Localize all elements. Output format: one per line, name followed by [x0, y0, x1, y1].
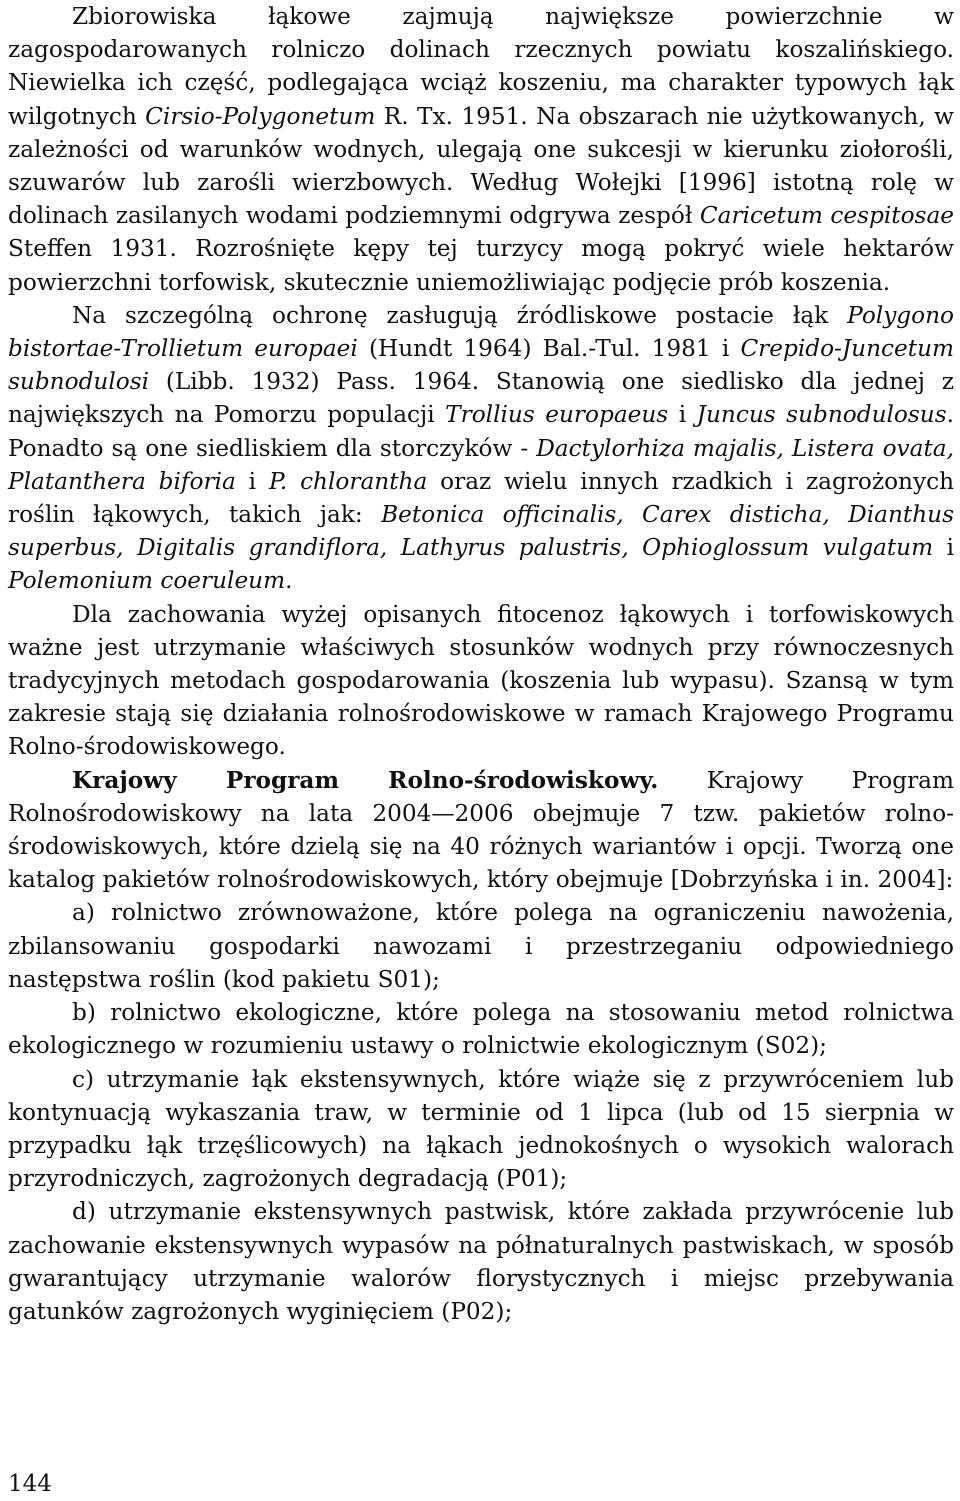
- italic-text: Polemonium coeruleum: [8, 567, 286, 595]
- paragraph-2: [8, 299, 954, 598]
- text-segment: Krajowy Program Rolnośrodowiskowy na lata 2004—2006 obejmuje 7 tzw. pakietów rolno-środowiskowych, które dzielą się na 40 różnych wariantów i opcji. Tworzą one katalog pakietów rolnośrodowiskowych, który obejmuje [Dobrzyńska i in. 2004]:: [8, 766, 954, 894]
- italic-text: Betonica officinalis, Carex disticha, Dianthus superbus, Digitalis grandiflora, Lathyrus palustris, Ophioglossum vulgatum: [8, 501, 954, 562]
- italic-text: Trollius europaeus: [445, 401, 669, 429]
- text-segment: (Libb. 1932) Pass. 1964. Stanowią one siedlisko dla jednej z największych na Pomorzu populacji: [8, 368, 954, 429]
- text-segment: .: [285, 567, 293, 595]
- list-item-c: [8, 1063, 954, 1196]
- italic-text: Juncus subnodulosus: [696, 401, 947, 429]
- text-segment: Steffen 1931. Rozrośnięte kępy tej turzycy mogą pokryć wiele hektarów powierzchni torfowisk, skutecznie uniemożliwiając podjęcie prób koszenia.: [8, 235, 954, 296]
- bold-heading-text: Krajowy Program Rolno-środowiskowy.: [72, 766, 659, 794]
- italic-text: Cirsio-Polygonetum: [145, 102, 376, 130]
- text-segment: i: [235, 467, 269, 495]
- text-segment: Zbiorowiska łąkowe zajmują największe powierzchnie w zagospodarowanych rolniczo dolinach rzecznych powiatu koszalińskiego. Niewielka ich część, podlegająca wciąż koszeniu, ma charakter typowych łąk wilgotnych: [8, 3, 954, 130]
- list-item-d: [8, 1195, 954, 1328]
- italic-text: Caricetum cespitosae: [699, 202, 954, 230]
- page-number: 144: [8, 1471, 52, 1497]
- text-segment: d) utrzymanie ekstensywnych pastwisk, które zakłada przywrócenie lub zachowanie ekstensywnych wypasów na półnaturalnych pastwiskach, w sposób gwarantujący utrzymanie walorów florystycznych i miejsc przebywania gatunków zagrożonych wyginięciem (P02);: [8, 1198, 954, 1325]
- text-segment: (Hundt 1964) Bal.-Tul. 1981 i: [357, 335, 741, 363]
- text-segment: R. Tx. 1951. Na obszarach nie użytkowanych, w zależności od warunków wodnych, ulegają one sukcesji w kierunku ziołorośli, szuwarów lub zarośli wierzbowych. Według Wołejki [1996] istotną rolę w dolinach zasilanych wodami podziemnymi odgrywa zespół: [8, 102, 954, 230]
- text-segment: Na szczególną ochronę zasługują źródliskowe postacie łąk: [72, 301, 848, 329]
- text-segment: i: [668, 401, 697, 429]
- text-segment: . Ponadto są one siedliskiem dla storczyków -: [8, 401, 955, 462]
- text-segment: i: [933, 534, 954, 562]
- text-segment: a) rolnictwo zrównoważone, które polega na ograniczeniu nawożenia, zbilansowaniu gospodarki nawozami i przestrzeganiu odpowiedniego następstwa roślin (kod pakietu S01);: [8, 899, 954, 993]
- italic-text: P. chlorantha: [268, 467, 428, 495]
- paragraph-3: [8, 598, 954, 764]
- text-segment: Dla zachowania wyżej opisanych fitocenoz łąkowych i torfowiskowych ważne jest utrzymanie właściwych stosunków wodnych przy równoczesnych tradycyjnych metodach gospodarowania (koszenia lub wypasu). Szansą w tym zakresie stają się działania rolnośrodowiskowe w ramach Krajowego Programu Rolno-środowiskowego.: [8, 600, 954, 761]
- paragraph-1: [8, 0, 954, 299]
- text-segment: b) rolnictwo ekologiczne, które polega na stosowaniu metod rolnictwa ekologicznego w rozumieniu ustawy o rolnictwie ekologicznym (S02);: [8, 999, 954, 1060]
- italic-text: Crepido-Juncetum subnodulosi: [8, 335, 954, 396]
- document-page: [8, 0, 954, 1328]
- paragraph-4: [8, 764, 954, 897]
- italic-text: Polygono bistortae-Trollietum europaei: [8, 301, 954, 363]
- list-item-a: [8, 896, 954, 996]
- italic-text: Dactylorhiza majalis, Listera ovata, Platanthera biforia: [8, 434, 954, 495]
- text-segment: oraz wielu innych rzadkich i zagrożonych roślin łąkowych, takich jak:: [8, 467, 955, 529]
- text-segment: c) utrzymanie łąk ekstensywnych, które wiąże się z przywróceniem lub kontynuacją wykaszania traw, w terminie od 1 lipca (lub od 15 sierpnia w przypadku łąk trzęślicowych) na łąkach jednokośnych o wysokich walorach przyrodniczych, zagrożonych degradacją (P01);: [8, 1065, 954, 1193]
- list-item-b: [8, 996, 954, 1062]
